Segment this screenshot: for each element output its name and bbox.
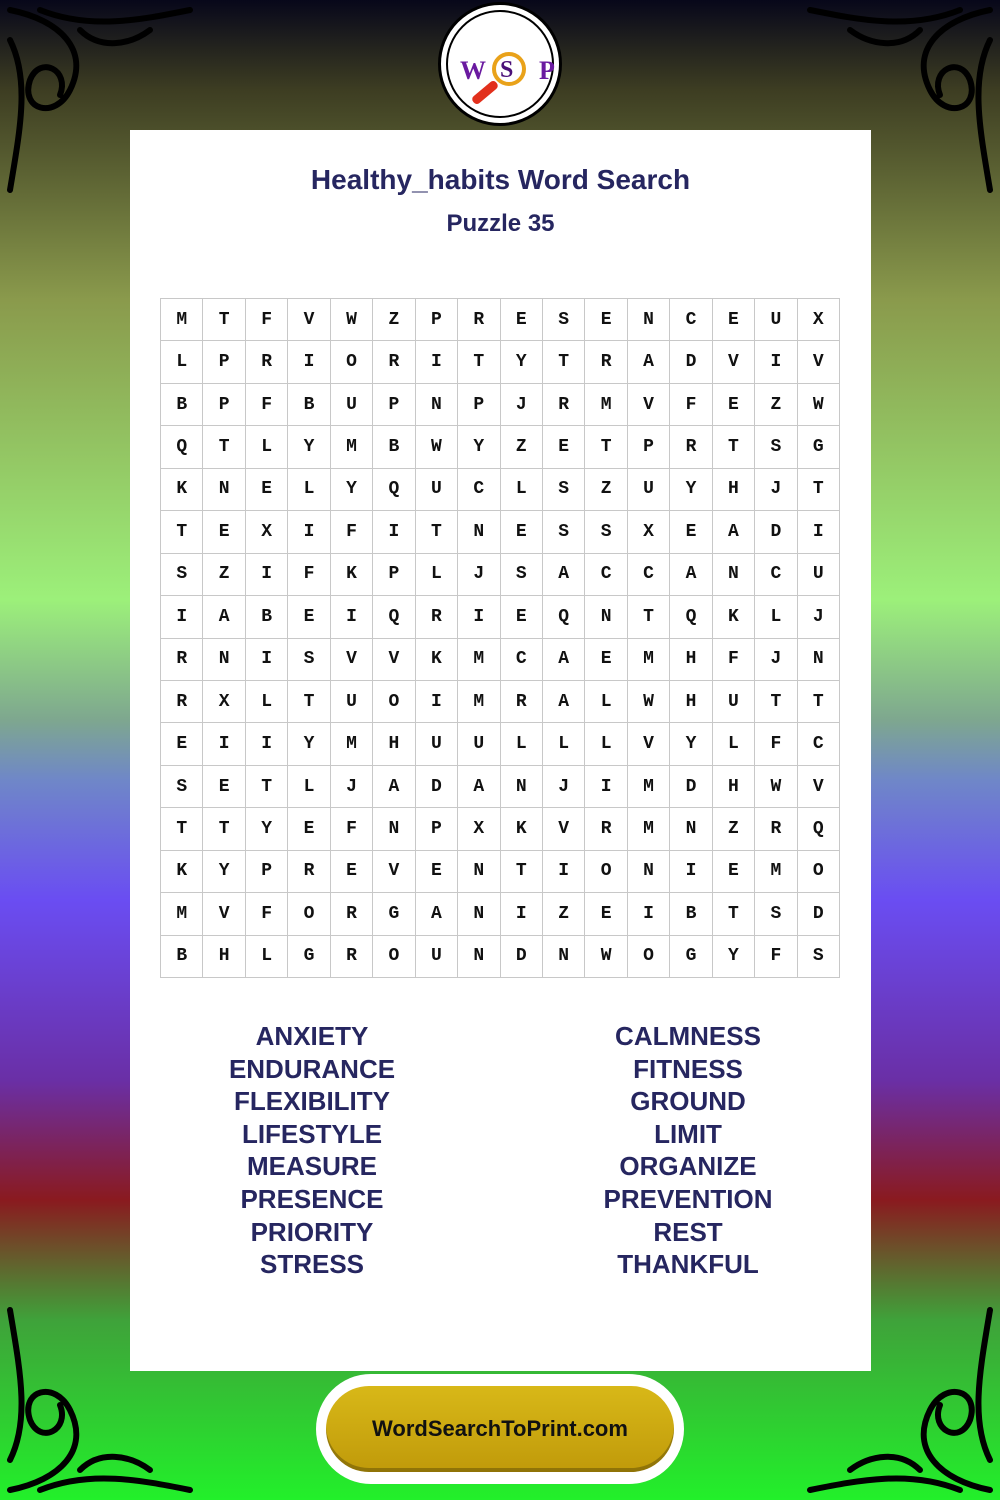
grid-cell: B [161, 936, 203, 978]
grid-cell: D [670, 766, 712, 808]
letter-grid [160, 298, 840, 978]
grid-cell: E [416, 851, 458, 893]
grid-cell: K [331, 554, 373, 596]
grid-cell: F [246, 384, 288, 426]
grid-cell: I [458, 596, 500, 638]
grid-cell: Q [161, 426, 203, 468]
grid-cell: S [755, 426, 797, 468]
grid-cell: T [798, 469, 840, 511]
grid-cell: Z [755, 384, 797, 426]
grid-cell: A [543, 639, 585, 681]
grid-cell: O [585, 851, 627, 893]
grid-cell: C [585, 554, 627, 596]
grid-cell: Y [203, 851, 245, 893]
grid-cell: T [798, 681, 840, 723]
grid-cell: L [288, 766, 330, 808]
grid-cell: O [288, 893, 330, 935]
grid-cell: B [288, 384, 330, 426]
grid-cell: F [755, 723, 797, 765]
grid-cell: I [501, 893, 543, 935]
grid-cell: R [416, 596, 458, 638]
grid-cell: F [755, 936, 797, 978]
grid-cell: L [543, 723, 585, 765]
grid-cell: E [713, 851, 755, 893]
word-item: FLEXIBILITY [234, 1086, 390, 1117]
logo-inner-ring [446, 10, 554, 118]
grid-cell: M [755, 851, 797, 893]
word-item: REST [653, 1216, 723, 1247]
grid-cell: Z [543, 893, 585, 935]
grid-cell: A [373, 766, 415, 808]
grid-cell: N [628, 299, 670, 341]
grid-cell: I [755, 341, 797, 383]
grid-cell: H [203, 936, 245, 978]
grid-cell: M [628, 639, 670, 681]
grid-cell: B [161, 384, 203, 426]
grid-cell: N [585, 596, 627, 638]
grid-cell: M [331, 723, 373, 765]
grid-cell: Q [373, 469, 415, 511]
grid-cell: V [798, 341, 840, 383]
grid-cell: L [755, 596, 797, 638]
grid-cell: M [161, 893, 203, 935]
grid-cell: R [543, 384, 585, 426]
grid-cell: L [288, 469, 330, 511]
grid-cell: V [798, 766, 840, 808]
grid-cell: I [416, 681, 458, 723]
grid-cell: B [246, 596, 288, 638]
grid-cell: C [755, 554, 797, 596]
grid-cell: Z [713, 808, 755, 850]
grid-cell: X [458, 808, 500, 850]
grid-cell: I [628, 893, 670, 935]
grid-cell: Y [331, 469, 373, 511]
grid-cell: W [331, 299, 373, 341]
word-item: CALMNESS [615, 1021, 761, 1051]
grid-cell: I [203, 723, 245, 765]
grid-cell: S [543, 511, 585, 553]
grid-cell: Q [543, 596, 585, 638]
grid-cell: F [331, 511, 373, 553]
grid-cell: F [288, 554, 330, 596]
grid-cell: L [585, 681, 627, 723]
grid-cell: E [585, 893, 627, 935]
grid-cell: C [628, 554, 670, 596]
grid-cell: K [501, 808, 543, 850]
grid-cell: Z [203, 554, 245, 596]
grid-cell: X [246, 511, 288, 553]
grid-cell: T [416, 511, 458, 553]
word-item: PRIORITY [250, 1216, 374, 1247]
grid-cell: L [161, 341, 203, 383]
grid-cell: X [628, 511, 670, 553]
grid-cell: H [670, 681, 712, 723]
grid-cell: T [755, 681, 797, 723]
grid-cell: T [203, 299, 245, 341]
grid-cell: R [501, 681, 543, 723]
grid-cell: U [458, 723, 500, 765]
word-item: LIFESTYLE [241, 1118, 383, 1149]
grid-cell: F [246, 299, 288, 341]
grid-cell: P [373, 384, 415, 426]
grid-cell: T [161, 808, 203, 850]
grid-cell: I [246, 554, 288, 596]
grid-cell: N [458, 851, 500, 893]
grid-cell: J [798, 596, 840, 638]
footer-badge [316, 1374, 684, 1484]
grid-cell: H [373, 723, 415, 765]
grid-cell: E [203, 511, 245, 553]
grid-cell: S [161, 766, 203, 808]
grid-cell: R [585, 341, 627, 383]
grid-cell: R [331, 936, 373, 978]
grid-cell: J [458, 554, 500, 596]
grid-cell: E [331, 851, 373, 893]
grid-cell: F [331, 808, 373, 850]
grid-cell: A [416, 893, 458, 935]
grid-cell: T [161, 511, 203, 553]
grid-cell: E [288, 808, 330, 850]
grid-cell: H [713, 469, 755, 511]
grid-cell: M [585, 384, 627, 426]
grid-cell: J [331, 766, 373, 808]
puzzle-sheet [130, 130, 871, 1371]
grid-cell: J [755, 639, 797, 681]
grid-cell: Y [501, 341, 543, 383]
grid-cell: L [246, 426, 288, 468]
grid-cell: P [203, 341, 245, 383]
grid-cell: N [458, 893, 500, 935]
grid-cell: S [585, 511, 627, 553]
grid-cell: V [628, 384, 670, 426]
grid-cell: A [543, 681, 585, 723]
grid-cell: R [288, 851, 330, 893]
grid-cell: U [331, 681, 373, 723]
grid-cell: G [288, 936, 330, 978]
grid-cell: E [713, 384, 755, 426]
grid-cell: E [585, 299, 627, 341]
grid-cell: R [670, 426, 712, 468]
grid-cell: O [373, 681, 415, 723]
grid-cell: L [585, 723, 627, 765]
grid-cell: U [798, 554, 840, 596]
grid-cell: I [543, 851, 585, 893]
grid-cell: V [713, 341, 755, 383]
grid-cell: Z [373, 299, 415, 341]
grid-cell: O [331, 341, 373, 383]
grid-cell: Z [501, 426, 543, 468]
grid-cell: N [713, 554, 755, 596]
grid-cell: A [458, 766, 500, 808]
grid-cell: S [501, 554, 543, 596]
grid-cell: B [373, 426, 415, 468]
grid-cell: N [458, 511, 500, 553]
grid-cell: I [585, 766, 627, 808]
grid-cell: N [373, 808, 415, 850]
grid-cell: S [543, 299, 585, 341]
grid-cell: J [755, 469, 797, 511]
grid-cell: I [373, 511, 415, 553]
grid-cell: O [798, 851, 840, 893]
word-item: ORGANIZE [619, 1151, 757, 1182]
grid-cell: M [458, 639, 500, 681]
grid-cell: X [203, 681, 245, 723]
grid-cell: Z [585, 469, 627, 511]
puzzle-number: Puzzle 35 [446, 210, 555, 237]
grid-cell: T [713, 893, 755, 935]
grid-cell: I [288, 341, 330, 383]
word-item: ENDURANCE [228, 1053, 396, 1084]
grid-cell: I [161, 596, 203, 638]
grid-cell: I [246, 639, 288, 681]
grid-cell: S [798, 936, 840, 978]
grid-cell: W [755, 766, 797, 808]
grid-cell: I [798, 511, 840, 553]
grid-cell: T [501, 851, 543, 893]
grid-cell: F [670, 384, 712, 426]
grid-cell: P [246, 851, 288, 893]
grid-cell: P [203, 384, 245, 426]
word-item: STRESS [259, 1249, 365, 1280]
grid-cell: H [670, 639, 712, 681]
grid-cell: Q [798, 808, 840, 850]
word-item: PREVENTION [603, 1183, 773, 1214]
grid-cell: A [628, 341, 670, 383]
logo-letter-p: P [539, 56, 555, 85]
grid-cell: Q [373, 596, 415, 638]
grid-cell: Y [670, 723, 712, 765]
grid-cell: L [416, 554, 458, 596]
grid-cell: V [628, 723, 670, 765]
grid-cell: C [458, 469, 500, 511]
grid-cell: A [203, 596, 245, 638]
word-item: FITNESS [633, 1053, 743, 1084]
grid-cell: C [670, 299, 712, 341]
grid-cell: B [670, 893, 712, 935]
grid-cell: D [755, 511, 797, 553]
grid-cell: V [288, 299, 330, 341]
grid-cell: D [416, 766, 458, 808]
grid-cell: R [246, 341, 288, 383]
word-item: MEASURE [246, 1151, 377, 1182]
grid-cell: L [246, 936, 288, 978]
grid-cell: U [628, 469, 670, 511]
grid-cell: D [501, 936, 543, 978]
grid-cell: A [713, 511, 755, 553]
grid-cell: I [288, 511, 330, 553]
grid-cell: E [161, 723, 203, 765]
grid-cell: K [416, 639, 458, 681]
grid-cell: D [798, 893, 840, 935]
logo-letter-s: S [500, 57, 514, 83]
grid-cell: Q [670, 596, 712, 638]
grid-cell: R [373, 341, 415, 383]
grid-cell: E [288, 596, 330, 638]
grid-cell: R [331, 893, 373, 935]
grid-cell: M [458, 681, 500, 723]
grid-cell: I [670, 851, 712, 893]
word-item: PRESENCE [240, 1183, 384, 1214]
grid-cell: U [416, 936, 458, 978]
grid-cell: N [203, 639, 245, 681]
grid-cell: T [713, 426, 755, 468]
grid-cell: G [670, 936, 712, 978]
grid-cell: T [628, 596, 670, 638]
grid-cell: E [670, 511, 712, 553]
grid-cell: R [755, 808, 797, 850]
word-item: GROUND [630, 1086, 746, 1117]
grid-cell: T [288, 681, 330, 723]
grid-cell: I [246, 723, 288, 765]
grid-cell: L [713, 723, 755, 765]
grid-cell: E [501, 299, 543, 341]
grid-cell: L [501, 469, 543, 511]
grid-cell: S [161, 554, 203, 596]
grid-cell: H [713, 766, 755, 808]
grid-cell: S [755, 893, 797, 935]
grid-cell: J [501, 384, 543, 426]
grid-cell: W [585, 936, 627, 978]
grid-cell: U [331, 384, 373, 426]
grid-cell: K [161, 469, 203, 511]
grid-cell: I [331, 596, 373, 638]
grid-cell: M [331, 426, 373, 468]
grid-cell: Y [288, 426, 330, 468]
site-logo[interactable] [438, 2, 562, 126]
grid-cell: W [416, 426, 458, 468]
word-item: ANXIETY [255, 1021, 369, 1051]
grid-cell: J [543, 766, 585, 808]
grid-cell: X [798, 299, 840, 341]
grid-cell: U [713, 681, 755, 723]
grid-cell: I [416, 341, 458, 383]
grid-cell: S [543, 469, 585, 511]
grid-cell: P [628, 426, 670, 468]
grid-cell: G [798, 426, 840, 468]
grid-cell: V [373, 639, 415, 681]
grid-cell: R [458, 299, 500, 341]
grid-cell: K [161, 851, 203, 893]
word-list-right [538, 1020, 838, 1281]
grid-cell: T [585, 426, 627, 468]
grid-cell: O [373, 936, 415, 978]
grid-cell: T [203, 808, 245, 850]
grid-cell: N [543, 936, 585, 978]
grid-cell: T [543, 341, 585, 383]
grid-cell: E [501, 511, 543, 553]
grid-cell: M [628, 766, 670, 808]
grid-cell: T [458, 341, 500, 383]
grid-cell: W [798, 384, 840, 426]
grid-cell: N [501, 766, 543, 808]
grid-cell: W [628, 681, 670, 723]
grid-cell: F [713, 639, 755, 681]
grid-cell: E [543, 426, 585, 468]
grid-cell: L [246, 681, 288, 723]
grid-cell: A [670, 554, 712, 596]
grid-cell: R [161, 681, 203, 723]
grid-cell: V [203, 893, 245, 935]
grid-cell: D [670, 341, 712, 383]
grid-cell: G [373, 893, 415, 935]
grid-cell: L [501, 723, 543, 765]
grid-cell: P [373, 554, 415, 596]
grid-cell: Y [670, 469, 712, 511]
logo-letter-w: W [460, 56, 486, 85]
grid-cell: N [203, 469, 245, 511]
website-link[interactable]: WordSearchToPrint.com [326, 1386, 674, 1472]
grid-cell: R [585, 808, 627, 850]
page-title: Healthy_habits Word Search [310, 164, 691, 195]
grid-cell: Y [458, 426, 500, 468]
word-item: LIMIT [654, 1118, 722, 1149]
grid-cell: E [501, 596, 543, 638]
grid-cell: U [755, 299, 797, 341]
grid-cell: N [798, 639, 840, 681]
grid-cell: V [373, 851, 415, 893]
grid-cell: N [458, 936, 500, 978]
grid-cell: T [246, 766, 288, 808]
grid-cell: F [246, 893, 288, 935]
grid-cell: S [288, 639, 330, 681]
grid-cell: U [416, 469, 458, 511]
grid-cell: C [501, 639, 543, 681]
grid-cell: T [203, 426, 245, 468]
grid-cell: E [585, 639, 627, 681]
grid-cell: C [798, 723, 840, 765]
grid-cell: U [416, 723, 458, 765]
grid-cell: R [161, 639, 203, 681]
grid-cell: E [713, 299, 755, 341]
grid-cell: N [670, 808, 712, 850]
word-item: THANKFUL [617, 1249, 759, 1280]
grid-cell: P [416, 808, 458, 850]
grid-cell: M [161, 299, 203, 341]
grid-cell: K [713, 596, 755, 638]
grid-cell: Y [288, 723, 330, 765]
grid-cell: E [203, 766, 245, 808]
grid-cell: O [628, 936, 670, 978]
grid-cell: E [246, 469, 288, 511]
grid-cell: M [628, 808, 670, 850]
grid-cell: N [416, 384, 458, 426]
grid-cell: A [543, 554, 585, 596]
grid-cell: P [416, 299, 458, 341]
grid-cell: V [331, 639, 373, 681]
word-list-left [162, 1020, 462, 1281]
grid-cell: P [458, 384, 500, 426]
grid-cell: N [628, 851, 670, 893]
grid-cell: V [543, 808, 585, 850]
grid-cell: Y [246, 808, 288, 850]
grid-cell: Y [713, 936, 755, 978]
